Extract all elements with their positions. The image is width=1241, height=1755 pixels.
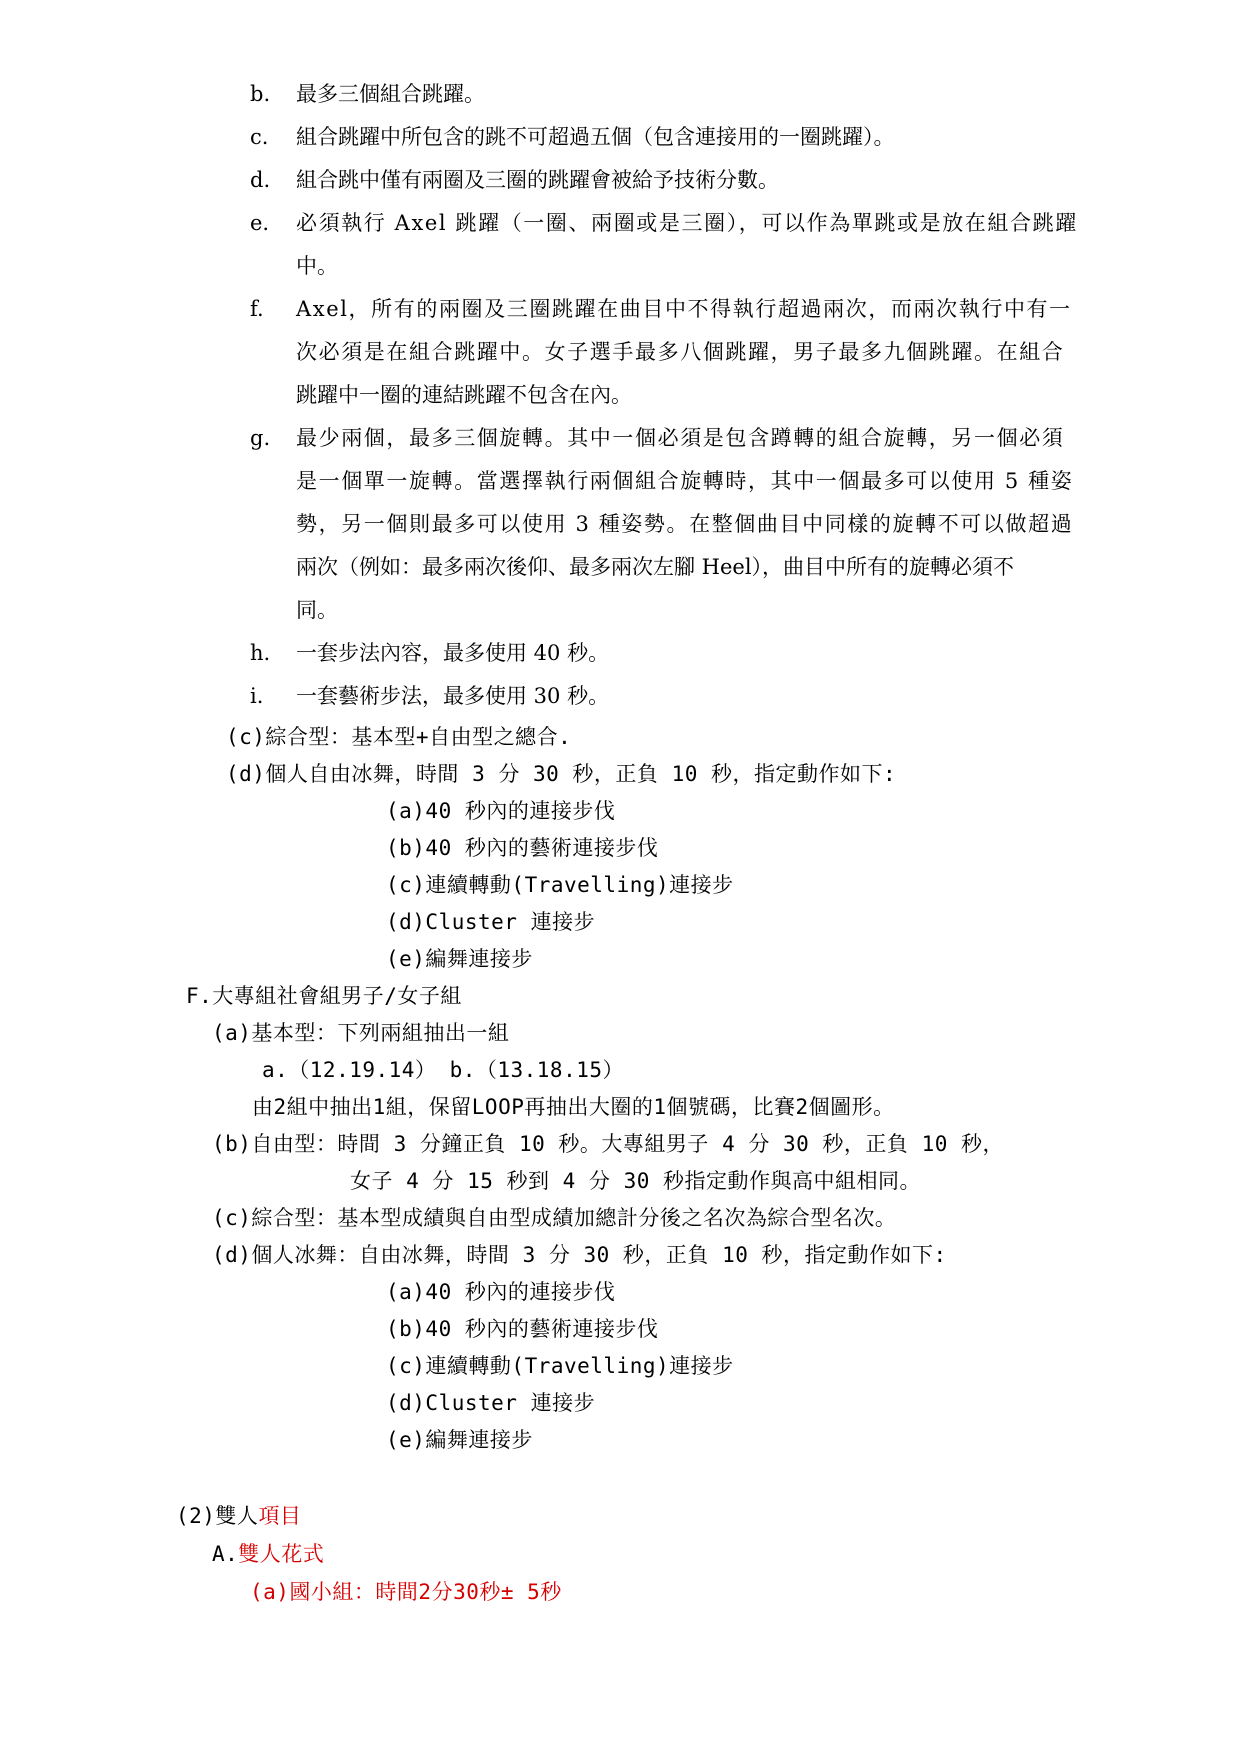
list-item-f-line-3: 跳躍中一圈的連結跳躍不包含在內。 (296, 383, 632, 407)
list-item-g-line-4: 兩次（例如：最多兩次後仰、最多兩次左腳 Heel），曲目中所有的旋轉必須不 (296, 555, 1015, 579)
list-marker-c: c. (250, 125, 269, 149)
sec-f-c-line: (c)綜合型：基本型成績與自由型成績加總計分後之名次為綜合型名次。 (212, 1206, 897, 1230)
list-item-i: 一套藝術步法，最多使用 30 秒。 (296, 684, 610, 708)
sec-e-item-a: (a)40 秒內的連接步伐 (386, 799, 616, 823)
list-marker-g: g. (250, 426, 271, 450)
pairs-a-heading (212, 1540, 324, 1568)
list-marker-e: e. (250, 211, 270, 235)
pairs-heading-suffix: 項目 (258, 1504, 302, 1528)
sec-f-heading: F.大專組社會組男子/女子組 (186, 984, 462, 1008)
list-item-f-line-1: Axel，所有的兩圈及三圈跳躍在曲目中不得執行超過兩次，而兩次執行中有一 (296, 297, 1072, 321)
list-item-g-line-3: 勢，另一個則最多可以使用 3 種姿勢。在整個曲目中同樣的旋轉不可以做超過 (296, 512, 1074, 536)
list-marker-f: f. (250, 297, 264, 321)
sec-e-item-b: (b)40 秒內的藝術連接步伐 (386, 836, 659, 860)
list-item-b: 最多三個組合跳躍。 (296, 82, 485, 106)
sec-f-item-d: (d)Cluster 連接步 (386, 1391, 596, 1415)
sec-e-item-e: (e)編舞連接步 (386, 947, 533, 971)
sec-f-a-line: (a)基本型：下列兩組抽出一組 (212, 1021, 510, 1045)
list-item-f-line-2: 次必須是在組合跳躍中。女子選手最多八個跳躍，男子最多九個跳躍。在組合 (296, 340, 1065, 364)
list-marker-b: b. (250, 82, 271, 106)
sec-f-b-line: (b)自由型：時間 3 分鐘正負 10 秒。大專組男子 4 分 30 秒，正負 10 秒， (212, 1132, 1005, 1156)
sec-e-item-d: (d)Cluster 連接步 (386, 910, 596, 934)
list-item-e-line-1: 必須執行 Axel 跳躍（一圈、兩圈或是三圈），可以作為單跳或是放在組合跳躍 (296, 211, 1078, 235)
sec-f-item-b: (b)40 秒內的藝術連接步伐 (386, 1317, 659, 1341)
list-marker-i: i. (250, 684, 264, 708)
sec-f-item-c: (c)連續轉動(Travelling)連接步 (386, 1354, 734, 1378)
sec-f-b-cont: 女子 4 分 15 秒到 4 分 30 秒指定動作與高中組相同。 (350, 1169, 922, 1193)
list-marker-d: d. (250, 168, 271, 192)
sec-e-d-line: (d)個人自由冰舞，時間 3 分 30 秒，正負 10 秒，指定動作如下: (226, 762, 897, 786)
list-item-g-line-5: 同。 (296, 598, 338, 622)
pairs-heading-prefix: (2)雙人 (176, 1504, 259, 1528)
sec-f-item-a: (a)40 秒內的連接步伐 (386, 1280, 616, 1304)
sec-f-item-e: (e)編舞連接步 (386, 1428, 533, 1452)
pairs-a-item: (a)國小組：時間2分30秒± 5秒 (250, 1580, 562, 1604)
list-item-e-line-2: 中。 (296, 254, 338, 278)
list-item-c: 組合跳躍中所包含的跳不可超過五個（包含連接用的一圈跳躍）。 (296, 125, 895, 149)
sec-f-a-groups: a.（12.19.14） b.（13.18.15） (262, 1058, 625, 1082)
list-marker-h: h. (250, 641, 271, 665)
pairs-a-title: 雙人花式 (238, 1542, 325, 1566)
list-item-h: 一套步法內容，最多使用 40 秒。 (296, 641, 610, 665)
sec-e-c-line: (c)綜合型：基本型+自由型之總合. (226, 725, 572, 749)
list-item-g-line-1: 最少兩個，最多三個旋轉。其中一個必須是包含蹲轉的組合旋轉，另一個必須 (296, 426, 1065, 450)
sec-f-d-line: (d)個人冰舞：自由冰舞，時間 3 分 30 秒，正負 10 秒，指定動作如下: (212, 1243, 947, 1267)
sec-e-item-c: (c)連續轉動(Travelling)連接步 (386, 873, 734, 897)
list-item-d: 組合跳中僅有兩圈及三圈的跳躍會被給予技術分數。 (296, 168, 779, 192)
list-item-g-line-2: 是一個單一旋轉。當選擇執行兩個組合旋轉時，其中一個最多可以使用 5 種姿 (296, 469, 1074, 493)
pairs-a-prefix: A. (212, 1542, 239, 1566)
sec-f-a-note: 由2組中抽出1組，保留LOOP再抽出大圈的1個號碼，比賽2個圖形。 (252, 1095, 895, 1119)
pairs-heading (176, 1502, 301, 1530)
